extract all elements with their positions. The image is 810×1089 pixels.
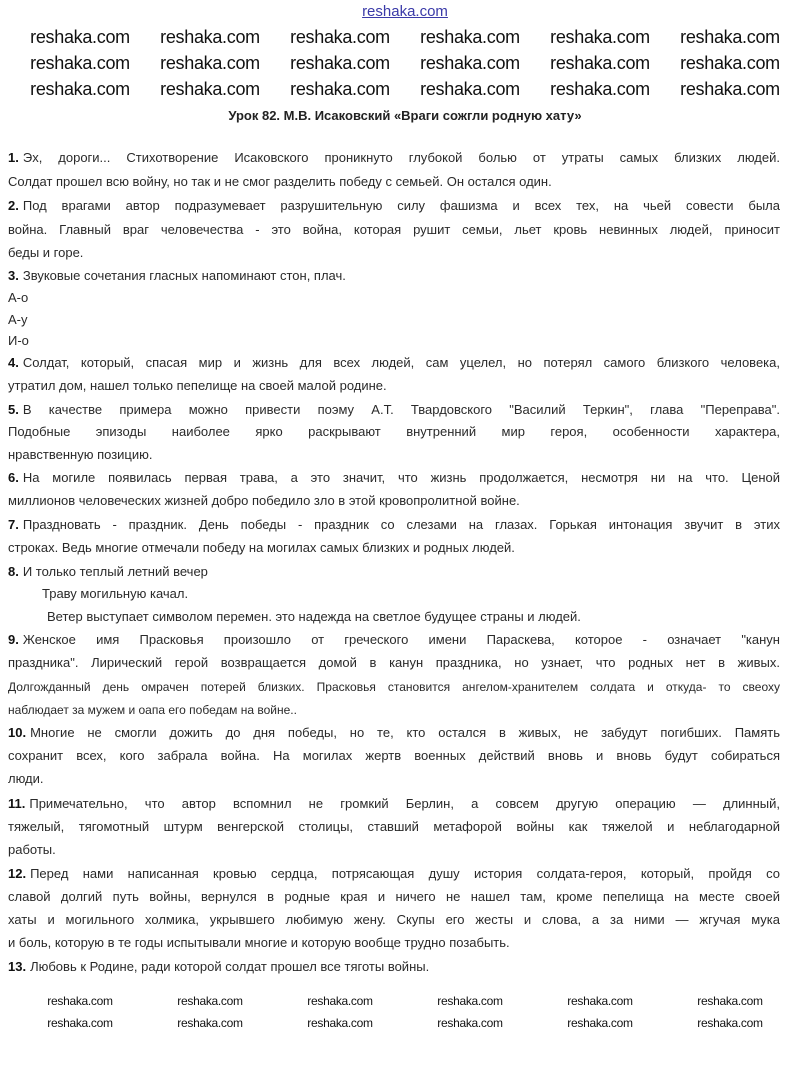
answer-8-line: Траву могильную качал. xyxy=(42,586,189,601)
answer-3-line: А-о xyxy=(8,290,29,305)
watermark-band-bottom xyxy=(20,992,790,1082)
answer-10-line: люди. xyxy=(8,771,44,786)
answer-number: 10. xyxy=(8,725,27,740)
watermark: reshaka.com xyxy=(160,27,260,47)
answer-number: 5. xyxy=(8,402,19,417)
watermark: reshaka.com xyxy=(550,53,650,73)
answer-6-line: миллионов человеческих жизней добро победило зло в этой кровопролитной войне. xyxy=(8,493,520,508)
answer-9-line: наблюдает за мужем и оапа его победам на войне.. xyxy=(8,703,297,717)
answer-11-line: работы. xyxy=(8,842,56,857)
answer-number: 7. xyxy=(8,517,19,532)
watermark: reshaka.com xyxy=(160,79,260,99)
answer-10-line: сохранит всех, кого забрала война. На могилах жертв военных действий вновь и вновь будут собираться xyxy=(8,748,780,763)
answer-12-line: славой долгий путь войны, вернулся в родные края и ничего не нашел там, кроме пепелища на месте своей xyxy=(8,889,780,904)
watermark: reshaka.com xyxy=(30,79,130,99)
watermark: reshaka.com xyxy=(30,27,130,47)
watermark: reshaka.com xyxy=(307,994,373,1008)
answer-7-line: строках. Ведь многие отмечали победу на могилах самых близких и родных людей. xyxy=(8,540,515,555)
answer-number: 13. xyxy=(8,959,27,974)
answer-12-line: и боль, которую в те годы испытывали многие и которую вообще трудно позабыть. xyxy=(8,935,510,950)
answer-7-line: 7. Праздновать - праздник. День победы - праздник со слезами на глазах. Горькая интонация звучит в этих xyxy=(8,517,780,532)
answer-12-line: хаты и могильного холмика, укрывшего любимую жену. Скупы его жесты и слова, а за ними — жгучая мука xyxy=(8,912,780,927)
watermark-band-top xyxy=(20,26,790,102)
watermark: reshaka.com xyxy=(697,994,763,1008)
answer-2-line: война. Главный враг человечества - это война, которая рушит семьи, льет кровь невинных людей, приносит xyxy=(8,222,780,237)
answer-number: 3. xyxy=(8,268,19,283)
answer-2-line: 2. Под врагами автор подразумевает разрушительную силу фашизма и всех тех, на чьей совести была xyxy=(8,198,780,213)
watermark: reshaka.com xyxy=(437,994,503,1008)
answer-4-line: 4. Солдат, который, спасая мир и жизнь для всех людей, сам уцелел, но потерял самого близкого человека, xyxy=(8,355,780,370)
answer-2-line: беды и горе. xyxy=(8,245,84,260)
answer-11-line: 11. Примечательно, что автор вспомнил не громкий Берлин, а совсем другую операцию — длинный, xyxy=(8,796,780,811)
answer-8-line: Ветер выступает символом перемен. это надежда на светлое будущее страны и людей. xyxy=(47,609,581,624)
answer-number: 9. xyxy=(8,632,19,647)
watermark: reshaka.com xyxy=(420,53,520,73)
watermark: reshaka.com xyxy=(30,53,130,73)
answer-number: 1. xyxy=(8,150,19,165)
answer-number: 12. xyxy=(8,866,27,881)
answer-5-line: Подобные эпизоды наиболее ярко раскрывают внутренний мир героя, особенности характера, xyxy=(8,424,780,439)
answer-4-line: утратил дом, нашел только пепелище на своей малой родине. xyxy=(8,378,387,393)
answer-8-line: 8. И только теплый летний вечер xyxy=(8,564,208,579)
page-title: Урок 82. М.В. Исаковский «Враги сожгли родную хату» xyxy=(228,108,582,123)
watermark: reshaka.com xyxy=(177,994,243,1008)
watermark: reshaka.com xyxy=(680,79,780,99)
watermark: reshaka.com xyxy=(437,1016,503,1030)
watermark: reshaka.com xyxy=(177,1016,243,1030)
answer-3-line: 3. Звуковые сочетания гласных напоминают стон, плач. xyxy=(8,268,346,283)
watermark: reshaka.com xyxy=(307,1016,373,1030)
answer-number: 11. xyxy=(8,796,26,811)
answer-number: 6. xyxy=(8,470,19,485)
watermark: reshaka.com xyxy=(680,27,780,47)
answer-number: 8. xyxy=(8,564,19,579)
site-link[interactable]: reshaka.com xyxy=(362,3,448,20)
watermark: reshaka.com xyxy=(550,79,650,99)
answer-1-line: 1. Эх, дороги... Стихотворение Исаковского проникнуто глубокой болью от утраты самых близких людей. xyxy=(8,150,780,165)
watermark: reshaka.com xyxy=(290,27,390,47)
watermark: reshaka.com xyxy=(47,1016,113,1030)
watermark: reshaka.com xyxy=(160,53,260,73)
answer-5-line: 5. В качестве примера можно привести поэму А.Т. Твардовского "Василий Теркин", глава "Переправа". xyxy=(8,402,780,417)
watermark: reshaka.com xyxy=(567,1016,633,1030)
answer-6-line: 6. На могиле появилась первая трава, а это значит, что жизнь продолжается, несмотря ни на что. Ценой xyxy=(8,470,780,485)
answer-12-line: 12. Перед нами написанная кровью сердца, потрясающая душу история солдата-героя, который, пройдя со xyxy=(8,866,780,881)
watermark: reshaka.com xyxy=(290,79,390,99)
watermark: reshaka.com xyxy=(567,994,633,1008)
answer-11-line: тяжелый, тягомотный штурм венгерской столицы, ставший метафорой войны как тяжелой и неблагодарной xyxy=(8,819,780,834)
watermark: reshaka.com xyxy=(420,79,520,99)
answer-5-line: нравственную позицию. xyxy=(8,447,153,462)
answer-1-line: Солдат прошел всю войну, но так и не смог разделить победу с семьей. Он остался один. xyxy=(8,174,552,189)
answer-3-line: И-о xyxy=(8,333,29,348)
answer-number: 2. xyxy=(8,198,19,213)
watermark: reshaka.com xyxy=(47,994,113,1008)
answer-9-line: Долгожданный день омрачен потерей близких. Прасковья становится ангелом-хранителем солдата и откуда- то свеоху xyxy=(8,680,780,694)
watermark: reshaka.com xyxy=(697,1016,763,1030)
watermark: reshaka.com xyxy=(680,53,780,73)
answer-number: 4. xyxy=(8,355,19,370)
watermark: reshaka.com xyxy=(290,53,390,73)
watermark: reshaka.com xyxy=(420,27,520,47)
answer-13-line: 13. Любовь к Родине, ради которой солдат прошел все тяготы войны. xyxy=(8,959,430,974)
answer-3-line: А-у xyxy=(8,312,28,327)
answer-10-line: 10. Многие не смогли дожить до дня победы, но те, кто остался в живых, не забудут погибших. Память xyxy=(8,725,780,740)
answer-9-line: праздника". Лирический герой возвращается домой в канун праздника, но узнает, что родных нет в живых. xyxy=(8,655,780,670)
watermark: reshaka.com xyxy=(550,27,650,47)
answer-9-line: 9. Женское имя Прасковья произошло от греческого имени Параскева, которое - означает "канун xyxy=(8,632,780,647)
